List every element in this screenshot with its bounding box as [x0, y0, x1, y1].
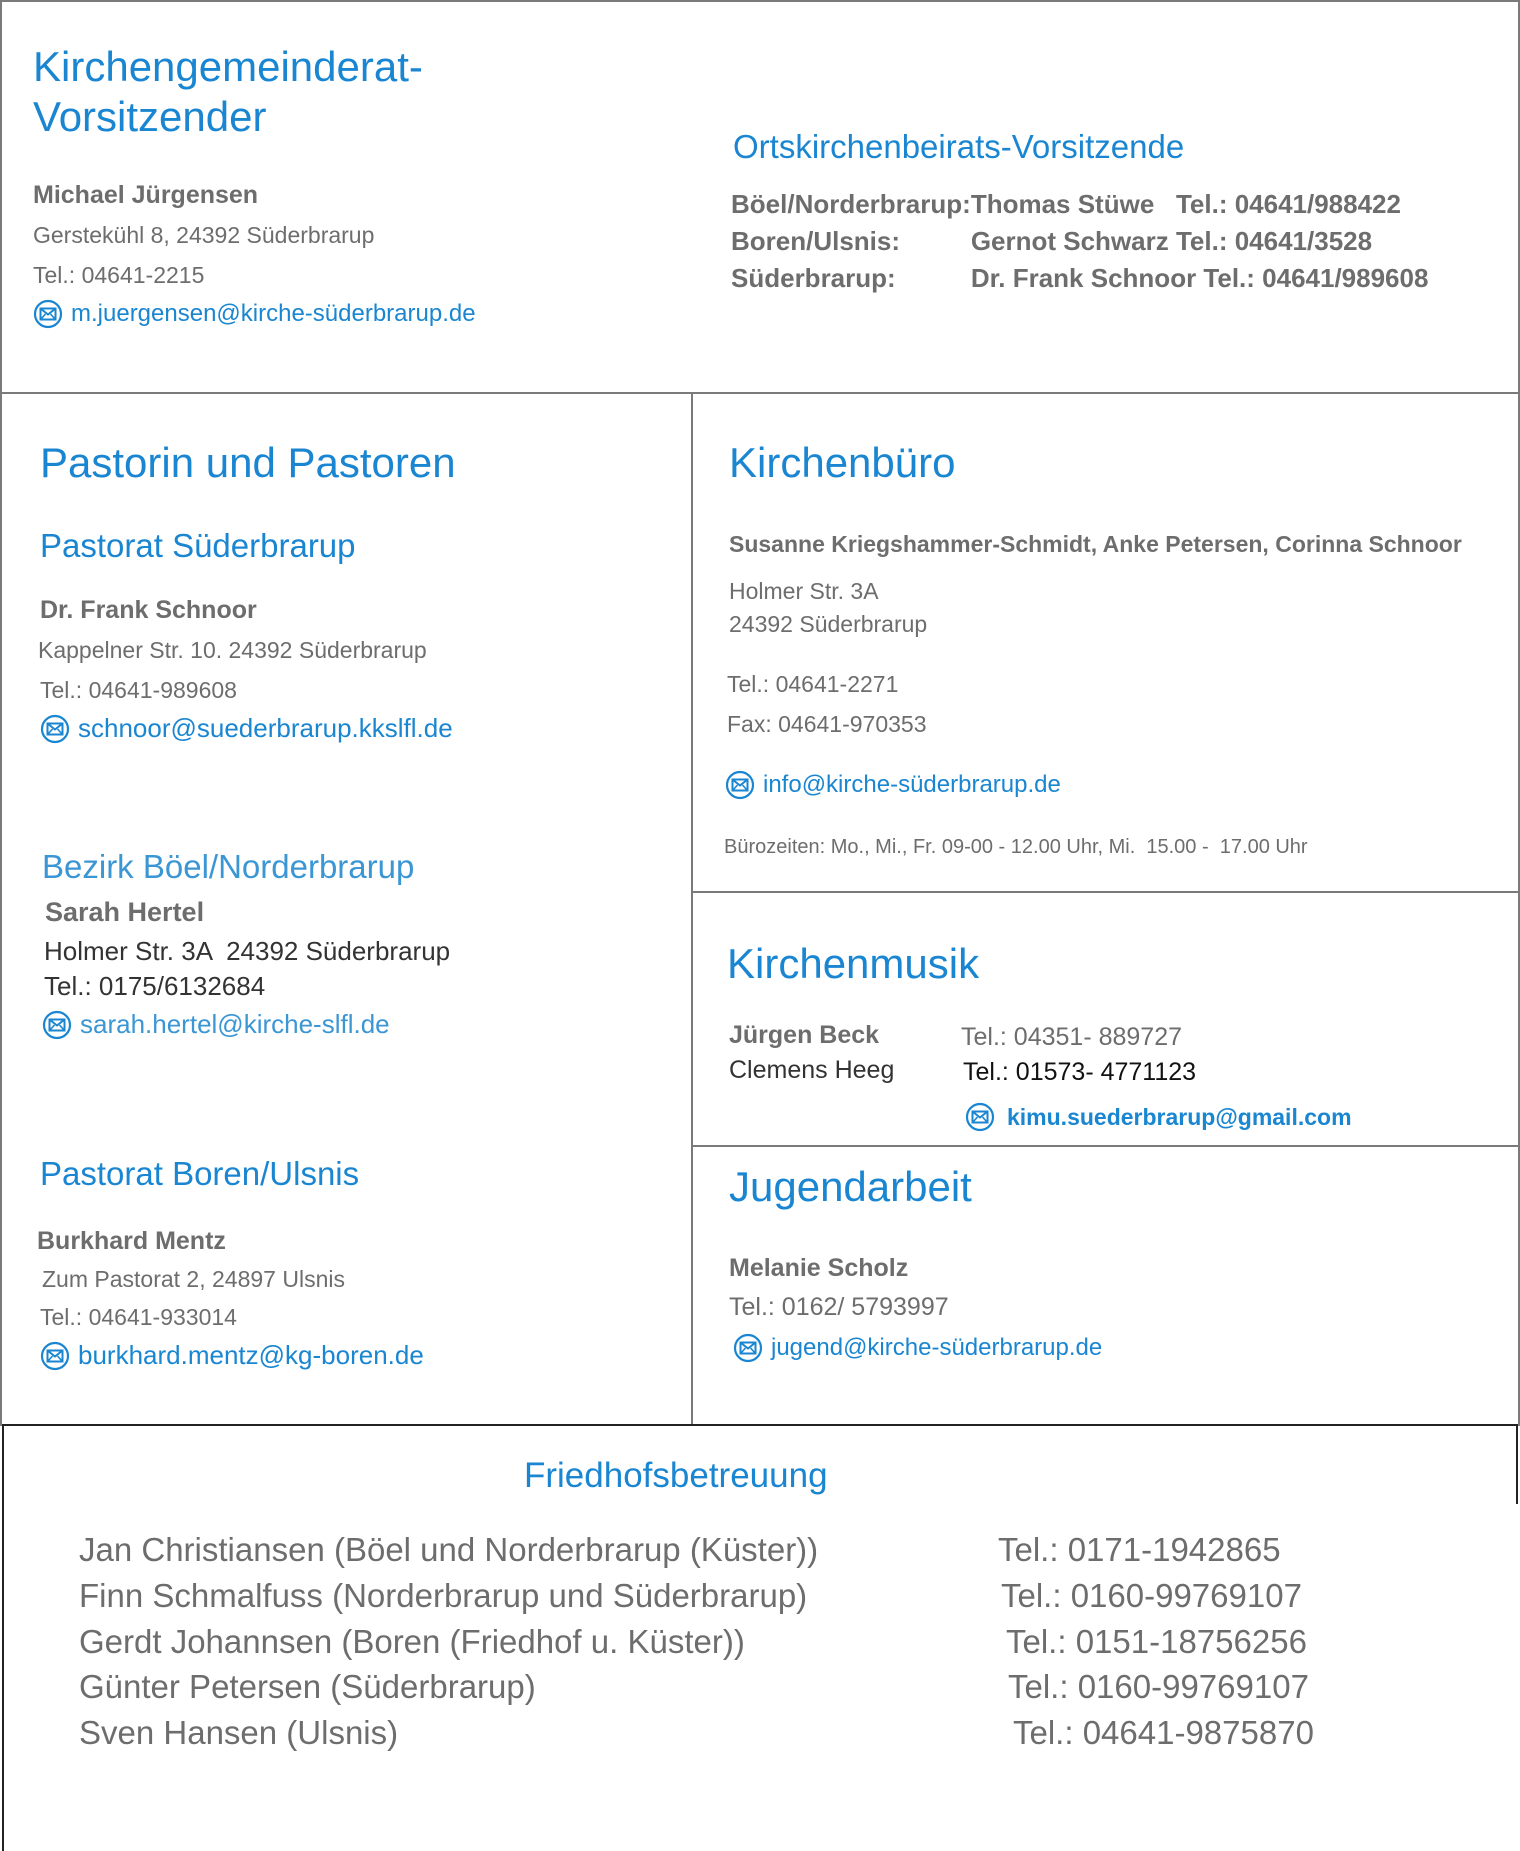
pastorat-suederbrarup-email[interactable]: schnoor@suederbrarup.kkslfl.de: [78, 713, 453, 743]
friedhof-phone-3: Tel.: 0151-18756256: [1006, 1623, 1307, 1660]
envelope-icon: [33, 299, 63, 329]
bezirk-boeel-email[interactable]: sarah.hertel@kirche-slfl.de: [80, 1009, 390, 1039]
ortskirchenbeirat-person: Dr. Frank Schnoor Tel.: 04641/989608: [970, 263, 1429, 293]
table-row: [731, 260, 1428, 297]
friedhof-person-3: Gerdt Johannsen (Boren (Friedhof u. Küster)): [79, 1623, 745, 1660]
friedhof-title: Friedhofsbetreuung: [524, 1456, 828, 1495]
pastorat-boren-email-link[interactable]: [40, 1340, 424, 1371]
vorsitz-name: Michael Jürgensen: [33, 181, 259, 209]
kirchenbuero-hours: Bürozeiten: Mo., Mi., Fr. 09-00 - 12.00 Uhr, Mi. 15.00 - 17.00 Uhr: [724, 836, 1308, 858]
kirchenbuero-fax: Fax: 04641-970353: [727, 711, 927, 737]
ortskirchenbeirat-person: Gernot Schwarz Tel.: 04641/3528: [970, 226, 1373, 256]
friedhof-phone-2: Tel.: 0160-99769107: [1001, 1577, 1302, 1614]
vorsitz-title-line1: Kirchengemeinderat-: [33, 43, 423, 90]
kirchenbuero-names: Susanne Kriegshammer-Schmidt, Anke Petersen, Corinna Schnoor: [729, 531, 1462, 557]
jugend-email[interactable]: jugend@kirche-süderbrarup.de: [771, 1334, 1103, 1361]
friedhof-person-5: Sven Hansen (Ulsnis): [79, 1714, 399, 1751]
kirchenmusik-phone2: Tel.: 01573- 4771123: [963, 1058, 1197, 1086]
kirchenmusik-person1: Jürgen Beck: [729, 1021, 880, 1049]
pastorat-boren-phone: Tel.: 04641-933014: [40, 1304, 237, 1330]
kirchenmusik-phone1: Tel.: 04351- 889727: [961, 1023, 1183, 1051]
jugend-name: Melanie Scholz: [729, 1254, 909, 1282]
pastorat-suederbrarup-name: Dr. Frank Schnoor: [40, 596, 257, 624]
envelope-icon: [40, 714, 70, 744]
bezirk-boeel-name: Sarah Hertel: [45, 897, 205, 927]
vorsitz-title-line2: Vorsitzender: [33, 93, 267, 141]
pastorat-suederbrarup-address: Kappelner Str. 10. 24392 Süderbrarup: [38, 637, 427, 663]
pastorat-suederbrarup-email-link[interactable]: [40, 713, 453, 744]
pastorat-boren-email[interactable]: burkhard.mentz@kg-boren.de: [78, 1340, 424, 1370]
envelope-icon: [42, 1010, 72, 1040]
table-row: [731, 186, 1428, 223]
friedhof-phone-4: Tel.: 0160-99769107: [1008, 1668, 1309, 1705]
kirchenmusik-email[interactable]: kimu.suederbrarup@gmail.com: [1007, 1103, 1352, 1130]
kirchenmusik-title: Kirchenmusik: [727, 940, 980, 987]
friedhof-person-2: Finn Schmalfuss (Norderbrarup und Süderbrarup): [79, 1577, 808, 1614]
friedhof-person-4: Günter Petersen (Süderbrarup): [79, 1668, 536, 1705]
ortskirchenbeirat-person: Thomas Stüwe Tel.: 04641/988422: [970, 189, 1401, 219]
ortskirchenbeirat-place: Boren/Ulsnis:: [731, 226, 901, 256]
bezirk-boeel-email-link[interactable]: [42, 1009, 390, 1040]
vorsitz-address: Gerstekühl 8, 24392 Süderbrarup: [33, 222, 375, 248]
pastorat-boren-address: Zum Pastorat 2, 24897 Ulsnis: [42, 1266, 345, 1292]
kirchenbuero-address2: 24392 Süderbrarup: [729, 611, 928, 637]
vorsitz-title: [33, 42, 423, 143]
friedhof-person-1: Jan Christiansen (Böel und Norderbrarup (Küster)): [79, 1531, 819, 1568]
ortskirchenbeirat-place: Süderbrarup:: [731, 263, 896, 293]
pastoren-title: Pastorin und Pastoren: [40, 439, 456, 486]
kirchenbuero-email[interactable]: info@kirche-süderbrarup.de: [763, 771, 1061, 798]
friedhof-phone-1: Tel.: 0171-1942865: [998, 1531, 1281, 1568]
kirchenbuero-title: Kirchenbüro: [729, 439, 956, 486]
kirchenbuero-phone: Tel.: 04641-2271: [727, 671, 899, 697]
table-row: [731, 223, 1428, 260]
kirchenmusik-person2: Clemens Heeg: [729, 1056, 895, 1084]
ortskirchenbeirat-place: Böel/Norderbrarup:: [731, 189, 971, 219]
bezirk-boeel-title: Bezirk Böel/Norderbrarup: [42, 848, 415, 885]
bezirk-boeel-phone: Tel.: 0175/6132684: [44, 971, 266, 1001]
bezirk-boeel-address: Holmer Str. 3A 24392 Süderbrarup: [44, 936, 451, 966]
kirchenbuero-address1: Holmer Str. 3A: [729, 578, 879, 604]
ortskirchenbeirat-title: Ortskirchenbeirats-Vorsitzende: [733, 128, 1185, 165]
pastorat-boren-name: Burkhard Mentz: [37, 1227, 226, 1255]
kirchenmusik-email-link[interactable]: [965, 1102, 1352, 1132]
envelope-icon: [965, 1102, 995, 1132]
friedhof-phone-5: Tel.: 04641-9875870: [1013, 1714, 1314, 1751]
friedhof-right-border: [1516, 1424, 1518, 1504]
ortskirchenbeirat-table: [731, 186, 1428, 297]
envelope-icon: [733, 1333, 763, 1363]
kirchenbuero-email-link[interactable]: [725, 770, 1061, 800]
jugend-email-link[interactable]: [733, 1333, 1102, 1363]
pastorat-suederbrarup-phone: Tel.: 04641-989608: [40, 677, 237, 703]
jugend-phone: Tel.: 0162/ 5793997: [729, 1293, 949, 1321]
vorsitz-phone: Tel.: 04641-2215: [33, 262, 205, 288]
envelope-icon: [40, 1341, 70, 1371]
pastorat-boren-title: Pastorat Boren/Ulsnis: [40, 1155, 360, 1192]
jugend-title: Jugendarbeit: [729, 1163, 972, 1210]
envelope-icon: [725, 770, 755, 800]
pastorat-suederbrarup-title: Pastorat Süderbrarup: [40, 527, 356, 564]
vorsitz-email-link[interactable]: [33, 299, 476, 329]
vorsitz-email[interactable]: m.juergensen@kirche-süderbrarup.de: [71, 300, 476, 327]
